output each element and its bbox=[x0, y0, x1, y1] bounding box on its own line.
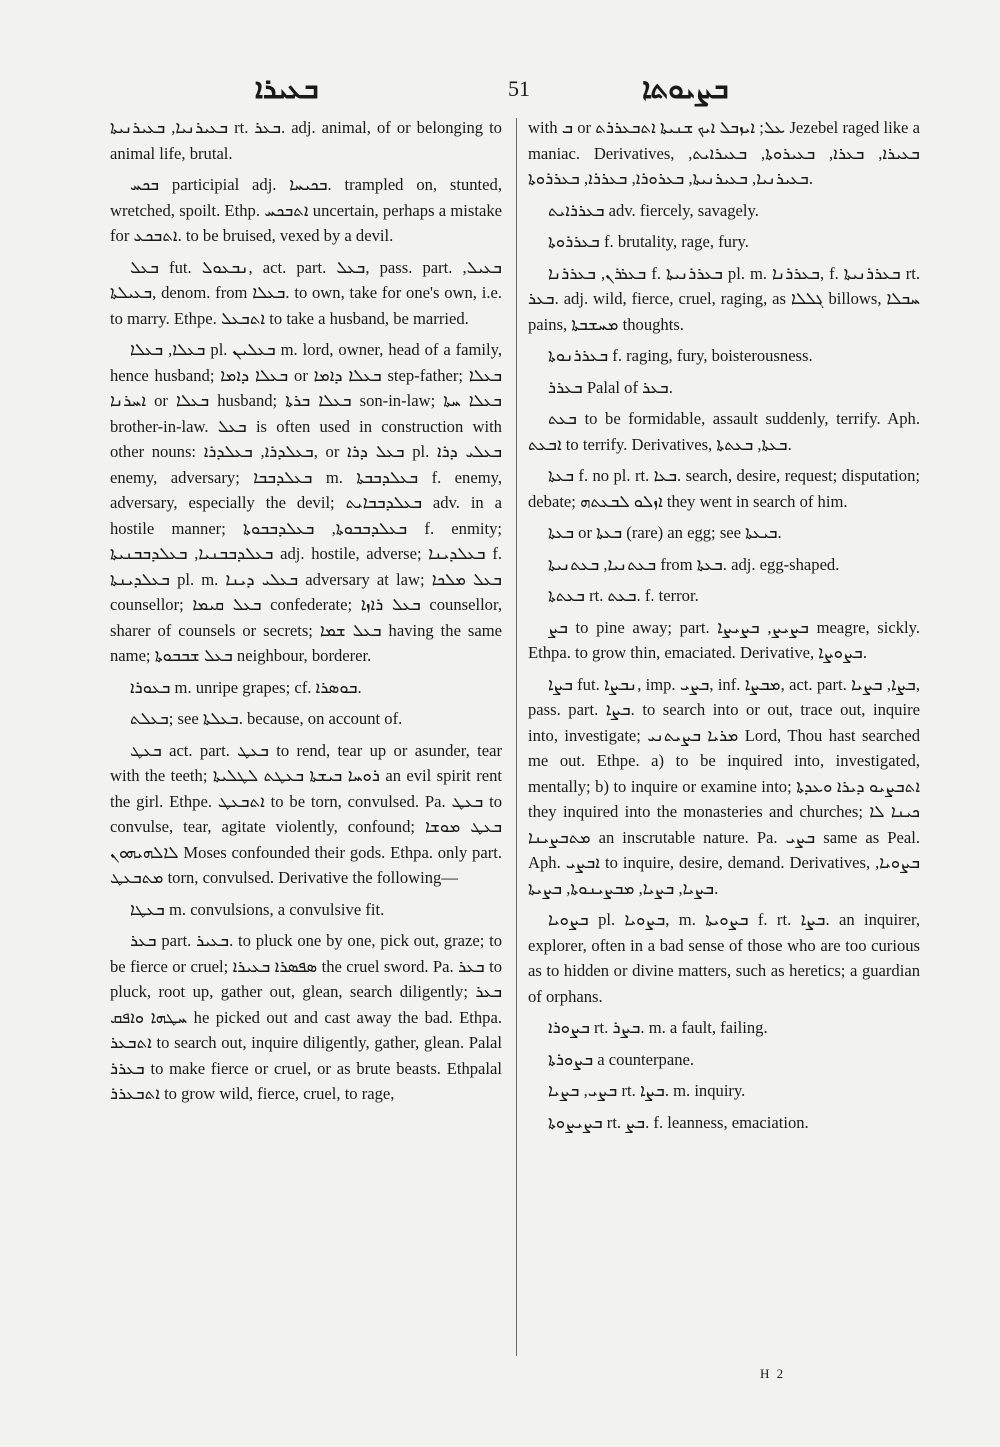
entry-paragraph: ܒܥܪܪܢܘܬܐ f. raging, fury, boisterousness. bbox=[548, 346, 813, 365]
column-divider bbox=[516, 118, 517, 1356]
entry-paragraph: ܒܟܚ participial adj. ܒܟܝܚܐ. trampled on, stunted, wretched, spoilt. Ethp. ܐܬܒܟܚ uncertain, perhaps a mistake for ܐܬܒܟܥ. to be bruised, vexed by a devil. bbox=[110, 175, 503, 245]
entry-paragraph: ܒܥܪܪܢ, ܒܥܪܪܢܐ f. ܒܥܪܪܢܝܬܐ pl. m. ܒܥܪܪܢܐ, f. ܒܥܪܪܢܝܬܐ rt. ܒܥܪ. adj. wild, fierce, cruel, raging, as ܓܠܠܐ billows, ܚܒܠܐ pains, ܡܚܫܒܬܐ thoughts. bbox=[528, 263, 921, 334]
page-number: 51 bbox=[508, 76, 530, 101]
entry-paragraph: ܒܨܝ, ܒܨܝܐ rt. ܒܨܐ. m. inquiry. bbox=[548, 1081, 746, 1100]
entry-paragraph: ܒܥܬܐ or ܒܥܬܐ (rare) an egg; see ܒܝܥܬܐ. bbox=[548, 523, 782, 542]
entry-paragraph: ܒܨ to pine away; part. ܒܨܝܨ, ܒܨܝܨܐ meagre, sickly. Ethpa. to grow thin, emaciated. Derivative, ܒܨܘܨܐ. bbox=[528, 617, 920, 662]
entry-paragraph: ܒܥܛܐ m. convulsions, a convulsive fit. bbox=[130, 899, 385, 919]
entry-paragraph: ܒܥܝܪܢܝܐ, ܒܥܝܪܢܝܬܐ rt. ܒܥܪ. adj. animal, of or belonging to animal life, brutal. bbox=[110, 118, 502, 163]
left-column bbox=[110, 115, 502, 1113]
entry-paragraph: ܒܥܪܪܘܬܐ f. brutality, rage, fury. bbox=[548, 232, 749, 251]
entry-paragraph: ܒܨܘܪܬܐ a counterpane. bbox=[548, 1049, 695, 1069]
entry-paragraph: ܒܨܘܝܐ pl. ܒܨܘܝܐ, m. ܒܨܘܝܬܐ f. rt. ܒܨܐ. an inquirer, explorer, often in a bad sense of those who are too curious as to hidden or divine matters, such as heretics; a guardian of orphans. bbox=[528, 910, 920, 1006]
entry-paragraph: ܒܥܠ fut. ܢܒܥܘܠ, act. part. ܒܥܠ, pass. part. ܒܥܝܠ, ܒܥܝܠܬܐ, denom. from ܒܥܠܐ. to own, take for one's own, i.e. to marry. Ethpe. ܐܬܒܥܠ to take a husband, be married. bbox=[110, 257, 502, 328]
entry-paragraph: ܒܥܬܐ f. no pl. rt. ܒܥܐ. search, desire, request; disputation; debate; ܐܙܠܘ ܠܒܥܬܗ they went in search of him. bbox=[528, 466, 920, 511]
entry-paragraph: ܒܥܪ part. ܒܥܝܪ. to pluck one by one, pick out, graze; to be fierce or cruel; ܣܦܣܪܐ ܒܥܝܪܐ the cruel sword. Pa. ܒܥܪ to pluck, root up, gather out, glean, search diligently; ܒܥܪ ܚܛܗܐ ܘܐܦܩ he picked out and cast away the bad. Ethpa. ܐܬܒܥܪ to search out, inquire diligently, gather, glean. Palal ܒܥܪܪ to make fierce or cruel, or as brute beasts. Ethpalal ܐܬܒܥܪܪ to grow wild, fierce, cruel, to rage, bbox=[110, 931, 503, 1103]
entry-paragraph: ܒܥܘܪܐ m. unripe grapes; cf. ܒܘܣܪܐ. bbox=[130, 677, 362, 697]
signature-mark: H 2 bbox=[760, 1366, 786, 1381]
entry-paragraph: ܒܥܠܬ; see ܒܥܠܬܐ. because, on account of. bbox=[130, 709, 403, 728]
right-column bbox=[528, 115, 920, 1141]
header-left-word: ܒܥܝܪܐ bbox=[255, 72, 319, 105]
entry-paragraph: with ܒ or ܥܠ; ܐܝܙܒܠ ܐܝܟ ܫܢܝܬܐ ܐܬܒܥܪܪܬ Jezebel raged like a maniac. Derivatives, ܒܥܝܪܐ, ܒܥܪܐ, ܒܥܝܪܘܬܐ, ܒܥܝܪܐܝܬ, ܒܥܝܪܢܝܐ, ܒܥܝܪܢܝܬܐ, ܒܥܪܘܪܐ, ܒܥܪܪܐ, ܒܥܪܪܘܬܐ. bbox=[528, 118, 920, 188]
entry-paragraph: ܒܥܬ to be formidable, assault suddenly, terrify. Aph. ܐܒܥܬ to terrify. Derivatives, ܒܥܬܐ, ܒܥܬܬܐ. bbox=[528, 409, 920, 454]
page-header bbox=[0, 72, 1000, 112]
entry-paragraph: ܒܥܛ act. part. ܒܥܛ to rend, tear up or asunder, tear with the teeth; ܪܘܚܐ ܒܝܫܬܐ ܒܥܛܬ ܠܛܠܝܬܐ an evil spirit rent the girl. Ethpe. ܐܬܒܥܛ to be torn, convulsed. Pa. ܒܥܛ to convulse, tear, agitate violently, confound; ܒܥܛ ܡܘܫܐ ܠܐܠܗܝܗܘܢ Moses confounded their gods. Ethpa. only part. ܡܬܒܥܛ torn, convulsed. Derivative the following— bbox=[110, 740, 503, 887]
entry-paragraph: ܒܥܬܬܐ rt. ܒܥܬ. f. terror. bbox=[548, 586, 699, 605]
entry-paragraph: ܒܥܪܪ Palal of ܒܥܪ. bbox=[548, 377, 673, 397]
entry-paragraph: ܒܥܬܢܝܐ, ܒܥܬܢܝܬܐ from ܒܥܬܐ. adj. egg-shaped. bbox=[548, 554, 840, 574]
entry-paragraph: ܒܨܐ fut. ܢܒܨܐ, imp. ܒܨܝ, inf. ܡܒܨܐ, act. part. ܒܨܐ, ܒܨܝܐ, pass. part. ܒܨܐ. to search into or out, trace out, inquire into, investigate; ܡܪܝܐ ܒܨܝܬܢܝ Lord, Thou hast searched me out. Ethpe. a) to be inquired into, investigated, mentally; b) to inquire or examine into; ܐܬܒܨܝܘ ܕܝܪܐ ܘܥܕܬܐ they inquired into the monasteries and churches; ܟܝܢܐ ܠܐ ܡܬܒܨܝܢܐ an inscrutable nature. Pa. ܒܨܝ same as Peal. Aph. ܐܒܨܝ to inquire, desire, demand. Derivatives, ܒܨܘܝܐ, ܒܨܝܐ, ܒܨܝܐ, ܡܒܨܝܢܘܬܐ, ܒܨܝܬܐ. bbox=[528, 674, 921, 898]
entry-paragraph: ܒܨܝܨܘܬܐ rt. ܒܨ. f. leanness, emaciation. bbox=[548, 1112, 809, 1132]
entry-paragraph: ܒܨܘܪܐ rt. ܒܨܪ. m. a fault, failing. bbox=[548, 1018, 768, 1037]
entry-paragraph: ܒܥܪܪܐܝܬ adv. fiercely, savagely. bbox=[548, 200, 759, 220]
header-right-word: ܒܨܝܘܬܐ bbox=[642, 72, 729, 105]
entry-paragraph: ܒܥܠܐ, ܒܥܠܐ pl. ܒܥܠܝܢ m. lord, owner, head of a family, hence husband; ܒܥܠܐ ܕܐܡܐ or ܒܥܠܐ ܕܐܡܐ step-father; ܒܥܠܐ ܐܚܪܢܐ or ܒܥܠܐ husband; ܒܥܠܐ ܒܪܬܐ son-in-law; ܒܥܠܐ ܚܬܐ brother-in-law. ܒܥܠ is often used in construction with other nouns: ܒܥܠܕܪܐ, ܒܥܠܕܪܐ, or ܒܥܠ ܕܪܐ pl. ܒܥܠܝ ܕܪܐ enemy, adversary; ܒܥܠܕܒܒܐ m. ܒܥܠܕܒܒܬܐ f. enemy, adversary, especially the devil; ܒܥܠܕܒܒܐܝܬ adv. in a hostile manner; ܒܥܠܕܒܒܘܬܐ, ܒܥܠܕܒܒܘܬܐ f. enmity; ܒܥܠܕܒܒܢܝܐ, ܒܥܠܕܒܒܢܝܬܐ adj. hostile, adverse; ܒܥܠܕܝܢܐ f. ܒܥܠܕܝܢܬܐ pl. m. ܒܥܠܝ ܕܝܢܐ adversary at law; ܒܥܠ ܡܠܟܐ counsellor; ܒܥܠ ܩܝܡܐ confederate; ܒܥܠ ܪܐܙܐ counsellor, sharer of counsels or secrets; ܒܥܠ ܫܡܐ having the same name; ܒܥܠ ܫܒܒܘܬܐ neighbour, borderer. bbox=[110, 340, 503, 665]
